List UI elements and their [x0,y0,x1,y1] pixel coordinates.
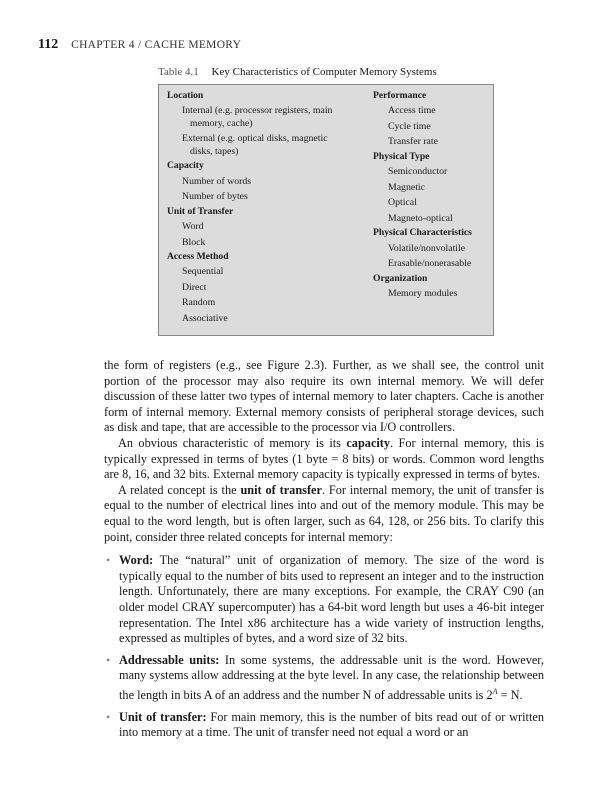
running-head [38,37,241,53]
table-heading: Location [167,90,204,101]
table-left-column [167,90,349,325]
table-heading: Organization [373,272,428,284]
table-entry: Magneto-optical [388,212,453,224]
table-entry: Word [182,220,204,232]
table-entry: External (e.g. optical disks, magnetic disks, tapes) [182,133,328,157]
table-entry: Cycle time [388,120,431,132]
table-entry: Transfer rate [388,136,438,148]
table-title: Key Characteristics of Computer Memory Systems [211,66,437,78]
page-number: 112 [38,37,59,52]
bullet-icon: • [106,553,111,568]
text-span: . For internal memory, the unit of transfer is equal to the number of electrical lines into and out of the memory module. This may be equal to the word length, but is often larger, such as 64, 128, or 256 bits. To clarify this point, consider three related concepts for internal memory: [104,482,545,544]
list-item [104,653,544,704]
bullet-text: The “natural” unit of organization of memory. The size of the word is typically equal to the number of bits used to represent an integer and to the instruction length. Unfortunately, there are many exceptions. For example, the CRAY C90 (an older model CRAY supercomputer) has a 64-bit word length but uses a 46-bit integer representation. The Intel x86 architecture has a wide variety of instruction lengths, expressed as multiples of bytes, and a word size of 32 bits. [119,553,544,646]
table-heading: Capacity [167,160,204,172]
text-span: . For internal memory, this is typically expressed in terms of bytes (1 byte = 8 bits) or words. Common word lengths are 8, 16, and 32 bits. External memory capacity is typically expressed in terms of bytes. [104,435,544,482]
table-entry: Internal (e.g. processor registers, main memory, cache) [182,105,333,129]
table-entry: Number of bytes [182,191,248,203]
list-item [104,710,544,741]
table-label: Table 4.1 [158,66,199,78]
term-unit-of-transfer: unit of transfer [240,482,322,497]
characteristics-table [158,84,494,336]
table-entry: Number of words [182,175,252,187]
table-entry: Random [182,297,216,309]
table-heading: Physical Characteristics [373,227,472,239]
chapter-title: CHAPTER 4 / CACHE MEMORY [71,39,242,51]
paragraph-registers: the form of registers (e.g., see Figure 2.3). Further, as we shall see, the control unit portion of the processor may also require its own internal memory. We will defer discussion of these latter two types of internal memory to later chapters. Cache is another form of internal memory. External memory consists of peripheral storage devices, such as disk and tape, that are accessible to the processor via I/O controllers. [104,358,544,435]
table-entry: Optical [388,197,417,209]
body-text [104,358,544,747]
bullet-icon: • [106,652,111,667]
table-entry: Block [182,236,206,248]
table-caption [158,66,437,78]
table-entry: Memory modules [388,287,458,299]
bullet-text: For main memory, this is the number of bits read out of or written into memory at a time. The unit of transfer need not equal a word or an [119,709,544,740]
text-span: An obvious characteristic of memory is its [118,435,347,450]
paragraph-unit-of-transfer [104,483,544,545]
table-heading: Access Method [167,251,229,263]
table-entry: Associative [182,312,228,324]
table-entry: Erasable/nonerasable [388,258,472,270]
table-entry: Sequential [182,266,224,278]
list-item [104,553,544,647]
paragraph-capacity [104,436,544,483]
bullet-term: Word: [119,553,154,568]
table-heading: Unit of Transfer [167,205,234,217]
table-entry: Semiconductor [388,166,448,178]
table-heading: Physical Type [373,150,430,162]
bullet-term: Unit of transfer: [119,709,207,724]
text-span: A related concept is the [118,482,241,497]
bullet-text: In some systems, the addressable unit is the word. However, many systems allow addressing at the byte level. In any case, the relationship between the length in bits A of an address and the number N of addressable units is $2^A = N$. [119,652,544,702]
table-entry: Access time [388,105,436,117]
table-entry: Volatile/nonvolatile [388,242,466,254]
term-capacity: capacity [346,435,391,450]
bullet-icon: • [106,709,111,724]
concept-list [104,553,544,741]
bullet-term: Addressable units: [119,652,220,667]
table-heading: Performance [373,90,427,101]
table-entry: Magnetic [388,181,425,193]
table-entry: Direct [182,281,207,293]
table-right-column [373,90,491,300]
